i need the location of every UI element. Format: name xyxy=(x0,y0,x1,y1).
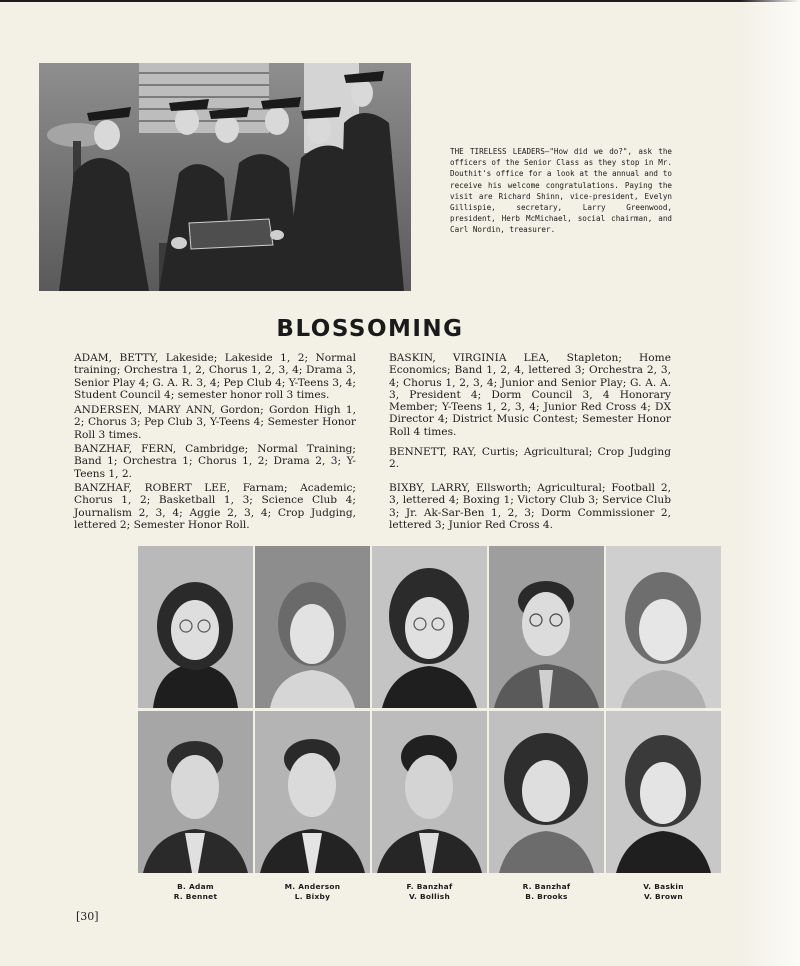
portrait-photo xyxy=(606,711,721,873)
portrait-name: R. Banzhaf xyxy=(522,882,571,891)
page-edge xyxy=(740,0,800,966)
portrait-name: M. Anderson xyxy=(284,882,341,891)
portrait-name: F. Banzhaf xyxy=(406,882,453,891)
portrait-name-column xyxy=(489,882,604,903)
portrait-name-row xyxy=(138,882,721,903)
portrait-name-column xyxy=(138,882,253,903)
bio-entry: BANZHAF, ROBERT LEE, Farnam; Academic; Chorus 1, 2; Basketball 1, 3; Science Club 4; Journalism 2, 3, 4; Aggie 2, 3, 4; Crop Judging, lettered 2; Semester Honor Roll. xyxy=(74,482,356,531)
portrait-photo xyxy=(255,546,370,708)
photo-caption: THE TIRELESS LEADERS—"How did we do?", ask the officers of the Senior Class as they stop in Mr. Douthit's office for a look at the annual and to receive his welcome congratulations. Paying the visit are Richard Shinn, vice-president, Evelyn Gillispie, secretary, Larry Greenwood, president, Herb McMichael, social chairman, and Carl Nordin, treasurer. xyxy=(450,147,672,235)
bio-entry: BIXBY, LARRY, Ellsworth; Agricultural; Football 2, 3, lettered 4; Boxing 1; Victory Club 3; Service Club 3; Jr. Ak-Sar-Ben 1, 2, 3; Dorm Commissioner 2, lettered 3; Junior Red Cross 4. xyxy=(389,482,671,531)
portrait-name: B. Brooks xyxy=(525,892,568,902)
top-rule xyxy=(0,0,800,2)
portrait-name: V. Bollish xyxy=(408,892,451,902)
section-title: BLOSSOMING xyxy=(276,316,464,342)
bio-entry: ADAM, BETTY, Lakeside; Lakeside 1, 2; Normal training; Orchestra 1, 2, Chorus 1, 2, 3, 4; Drama 3, Senior Play 4; G. A. R. 3, 4; Pep Club 4; Y-Teens 3, 4; Student Council 4; semester honor roll 3 times. xyxy=(74,352,356,401)
class-officers-photo-art xyxy=(39,63,411,291)
portrait-photo xyxy=(138,711,253,873)
portrait-photo xyxy=(138,546,253,708)
portrait-name: L. Bixby xyxy=(294,892,331,902)
portrait-name-column xyxy=(255,882,370,903)
portrait-name: B. Adam xyxy=(177,882,214,891)
portrait-name: V. Baskin xyxy=(643,882,684,891)
portrait-name-column xyxy=(372,882,487,903)
bio-entry: ANDERSEN, MARY ANN, Gordon; Gordon High 1, 2; Chorus 3; Pep Club 3, Y-Teens 4; Semester Honor Roll 3 times. xyxy=(74,404,356,441)
bio-entry: BASKIN, VIRGINIA LEA, Stapleton; Home Economics; Band 1, 2, 4, lettered 3; Orchestra 2, 3, 4; Chorus 1, 2, 3, 4; Junior and Senior Play; G. A. A. 3, President 4; Dorm Council 3, 4 Honorary Member; Y-Teens 1, 2, 3, 4; Junior Red Cross 4; DX Director 4; District Music Contest; Semester Honor Roll 4 times. xyxy=(389,352,671,438)
portrait-grid xyxy=(138,546,721,873)
portrait-photo xyxy=(255,711,370,873)
class-officers-photo xyxy=(39,63,411,291)
portrait-name: V. Brown xyxy=(644,892,683,902)
bio-entry: BANZHAF, FERN, Cambridge; Normal Training; Band 1; Orchestra 1; Chorus 1, 2; Drama 2, 3; Y-Teens 1, 2. xyxy=(74,443,356,480)
portrait-name-column xyxy=(606,882,721,903)
portrait-photo xyxy=(489,711,604,873)
portrait-name: R. Bennet xyxy=(173,892,218,902)
portrait-photo xyxy=(372,546,487,708)
portrait-photo xyxy=(489,546,604,708)
portrait-photo xyxy=(372,711,487,873)
page-number: [30] xyxy=(76,910,99,923)
portrait-photo xyxy=(606,546,721,708)
bio-entry: BENNETT, RAY, Curtis; Agricultural; Crop Judging 2. xyxy=(389,446,671,471)
